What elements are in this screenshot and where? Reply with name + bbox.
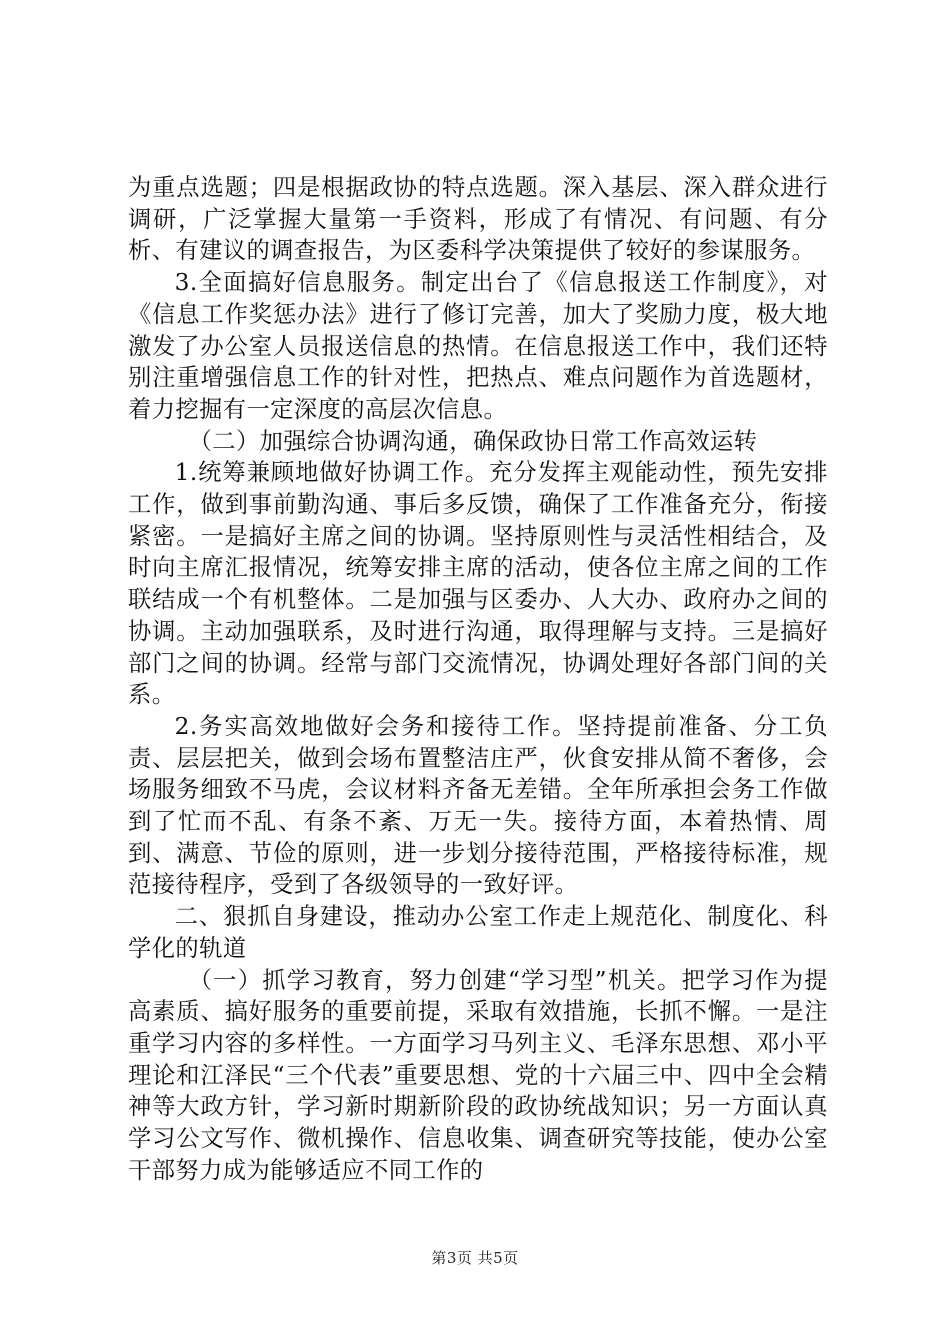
paragraph-learning-education: （一）抓学习教育，努力创建“学习型”机关。把学习作为提高素质、搞好服务的重要前提，采取有效措施，长抓不懈。一是注重学习内容的多样性。一方面学习马列主义、毛泽东思想、邓小平理论和江泽民“三个代表”重要思想、党的十六届三中、四中全会精神等大政方针，学习新时期新阶段的政协统战知识；另一方面认真学习公文写作、微机操作、信息收集、调查研究等技能，使办公室干部努力成为能够适应不同工作的 (128, 966, 828, 1184)
paragraph-continuation: 为重点选题；四是根据政协的特点选题。深入基层、深入群众进行调研，广泛掌握大量第一手资料，形成了有情况、有问题、有分析、有建议的调查报告，为区委科学决策提供了较好的参谋服务。 (128, 174, 828, 265)
document-body (128, 172, 828, 1187)
paragraph-coordination-work: 1.统筹兼顾地做好协调工作。充分发挥主观能动性，预先安排工作，做到事前勤沟通、事后多反馈，确保了工作准备充分，衔接紧密。一是搞好主席之间的协调。坚持原则性与灵活性相结合，及时向主席汇报情况，统筹安排主席的活动，使各位主席之间的工作联结成一个有机整体。二是加强与区委办、人大办、政府办之间的协调。主动加强联系，及时进行沟通，取得理解与支持。三是搞好部门之间的协调。经常与部门交流情况，协调处理好各部门间的关系。 (128, 459, 828, 709)
paragraph-information-service: 3.全面搞好信息服务。制定出台了《信息报送工作制度》，对《信息工作奖惩办法》进行了修订完善，加大了奖励力度，极大地激发了办公室人员报送信息的热情。在信息报送工作中，我们还特别注重增强信息工作的针对性，把热点、难点问题作为首选题材，着力挖掘有一定深度的高层次信息。 (128, 269, 828, 423)
paragraph-meeting-reception: 2.务实高效地做好会务和接待工作。坚持提前准备、分工负责、层层把关，做到会场布置整洁庄严，伙食安排从简不奢侈，会场服务细致不马虎，会议材料齐备无差错。全年所承担会务工作做到了忙而不乱、有条不紊、万无一失。接待方面，本着热情、周到、满意、节俭的原则，进一步划分接待范围，严格接待标准，规范接待程序，受到了各级领导的一致好评。 (128, 712, 828, 899)
page-number-footer: 第3页 共5页 (431, 1249, 519, 1267)
section-heading-self-building: 二、狠抓自身建设，推动办公室工作走上规范化、制度化、科学化的轨道 (128, 903, 828, 962)
section-heading-coordination: （二）加强综合协调沟通，确保政协日常工作高效运转 (188, 427, 758, 455)
